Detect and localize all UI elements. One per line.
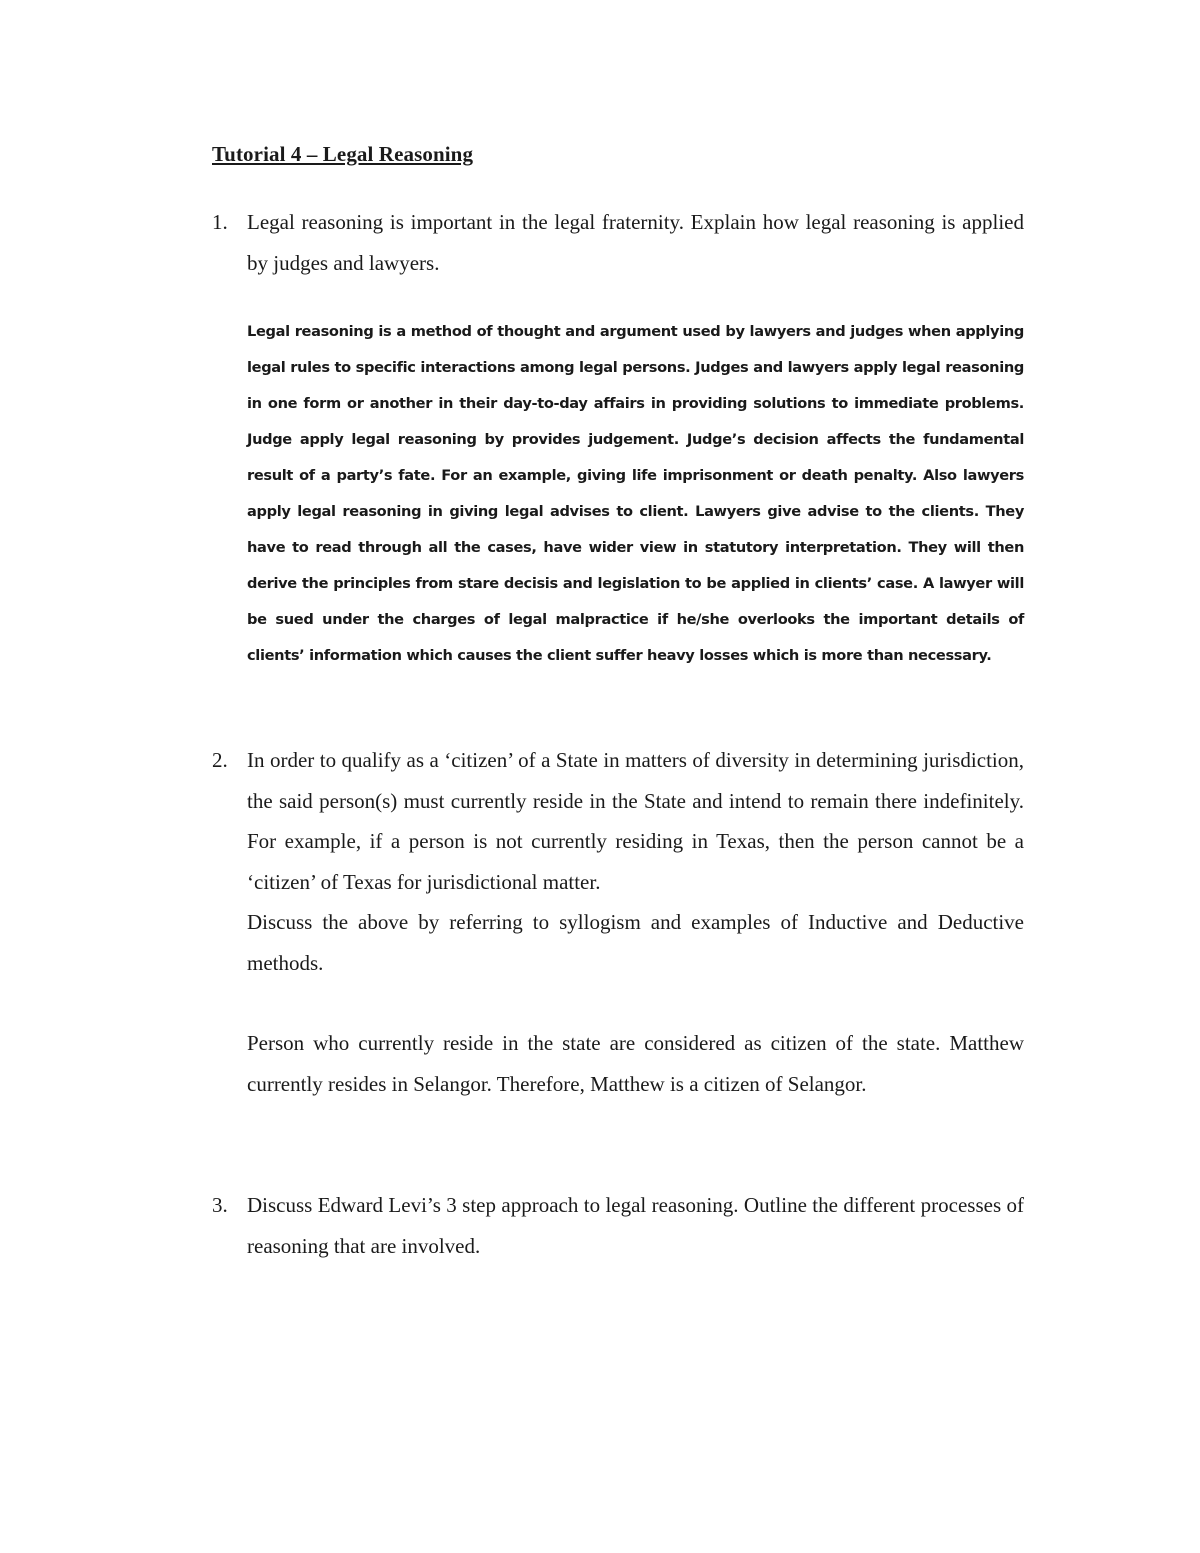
question-instruction: Discuss the above by referring to syllogism and examples of Inductive and Deductive methods. [247, 910, 1024, 975]
answer-2: Person who currently reside in the state are considered as citizen of the state. Matthew currently resides in Selangor. Therefore, Matthew is a citizen of Selangor. [247, 1031, 1024, 1096]
question-1 [212, 202, 1024, 283]
answer-1: Legal reasoning is a method of thought and argument used by lawyers and judges when applying legal rules to specific interactions among legal persons. Judges and lawyers apply legal reasoning in one form or another in their day-to-day affairs in providing solutions to immediate problems. Judge apply legal reasoning by provides judgement. Judge’s decision affects the fundamental result of a party’s fate. For an example, giving life imprisonment or death penalty. Also lawyers apply legal reasoning in giving legal advises to client. Lawyers give advise to the clients. They have to read through all the cases, have wider view in statutory interpretation. They will then derive the principles from stare decisis and legislation to be applied in clients’ case. A lawyer will be sued under the charges of legal malpractice if he/she overlooks the important details of clients’ information which causes the client suffer heavy losses which is more than necessary. [247, 323, 1024, 664]
question-number: 2. [212, 748, 228, 772]
question-text: Discuss Edward Levi’s 3 step approach to legal reasoning. Outline the different processes of reasoning that are involved. [247, 1193, 1024, 1258]
question-text: In order to qualify as a ‘citizen’ of a State in matters of diversity in determining jurisdiction, the said person(s) must currently reside in the State and intend to remain there indefinitely. For example, if a person is not currently residing in Texas, then the person cannot be a ‘citizen’ of Texas for jurisdictional matter. [247, 748, 1024, 894]
question-number: 1. [212, 210, 228, 234]
question-text: Legal reasoning is important in the legal fraternity. Explain how legal reasoning is applied by judges and lawyers. [247, 210, 1024, 275]
question-2 [212, 740, 1024, 983]
question-3 [212, 1185, 1024, 1266]
question-number: 3. [212, 1193, 228, 1217]
document-title: Tutorial 4 – Legal Reasoning [212, 142, 474, 166]
